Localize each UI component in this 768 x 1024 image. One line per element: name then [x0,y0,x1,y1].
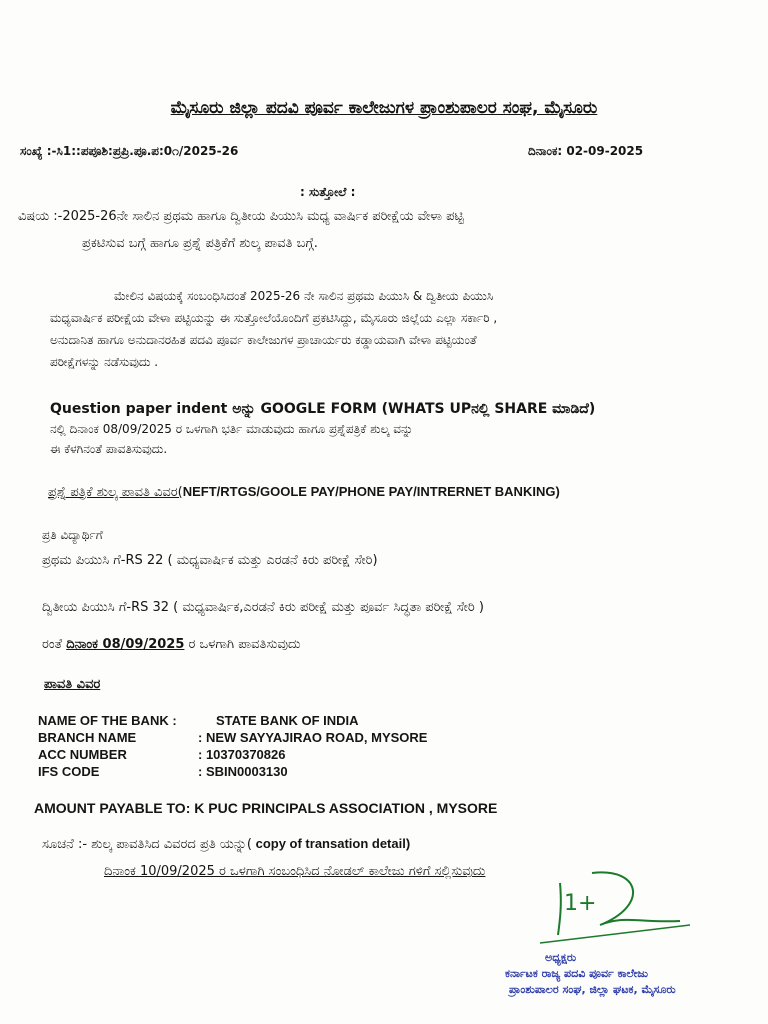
body-line: ಪರೀಕ್ಷೆಗಳನ್ನು ನಡೆಸುವುದು . [50,355,159,369]
submission-deadline: ದಿನಾಂಕ 10/09/2025 ರ ಒಳಗಾಗಿ ಸಂಬಂಧಿಸಿದ ನೋಡಲ್ ಕಾಲೇಜು ಗಳಿಗೆ ಸಲ್ಲಿಸುವುದು [104,864,486,879]
body-line: ಅನುದಾನಿತ ಹಾಗೂ ಅನುದಾನರಹಿತ ಪದವಿ ಪೂರ್ವ ಕಾಲೇಜುಗಳ ಪ್ರಾಚಾರ್ಯರು ಕಡ್ಡಾಯವಾಗಿ ವೇಳಾ ಪಟ್ಟಿಯಂತೆ [50,333,477,347]
stamp-line: ಪ್ರಾಂಶುಪಾಲರ ಸಂಘ, ಜಿಲ್ಲಾ ಘಟಕ, ಮೈಸೂರು [509,983,676,996]
fee-payment-modes [48,484,560,500]
signature-mark: 1+ [564,891,597,916]
first-puc-fee: ಪ್ರಥಮ ಪಿಯುಸಿ ಗೆ-RS 22 ( ಮಧ್ಯವಾರ್ಷಿಕ ಮತ್ತು ಎರಡನೆ ಕಿರು ಪರೀಕ್ಷೆ ಸೇರಿ) [42,553,378,568]
subject-line-2: ಪ್ರಕಟಿಸುವ ಬಗ್ಗೆ ಹಾಗೂ ಪ್ರಶ್ನೆ ಪತ್ರಿಕೆಗೆ ಶುಲ್ಕ ಪಾವತಿ ಬಗ್ಗೆ. [82,236,318,251]
body-line: ಮಧ್ಯವಾರ್ಷಿಕ ಪರೀಕ್ಷೆಯ ವೇಳಾ ಪಟ್ಟಿಯನ್ನು ಈ ಸುತ್ತೋಲೆಯೊಂದಿಗೆ ಪ್ರಕಟಿಸಿದ್ದು, ಮೈಸೂರು ಜಿಲ್ಲೆಯ ಎಲ್ಲಾ ಸರ್ಕಾರಿ , [50,311,498,325]
qp-line-3: ಈ ಕೆಳಗಿನಂತೆ ಪಾವತಿಸುವುದು. [50,442,168,456]
circular-page: ಮೈಸೂರು ಜಿಲ್ಲಾ ಪದವಿ ಪೂರ್ವ ಕಾಲೇಜುಗಳ ಪ್ರಾಂಶುಪಾಲರ ಸಂಘ, ಮೈಸೂರು ಸಂಖ್ಯೆ :-ಸಿ1::ಪಪೂಶಿ:ಪ್ರಪ್ರಿ.ಪೂ.ಪ:0೧/2025-26 ದಿನಾಂಕ: 02-09-2025 : ಸುತ್ತೋಲೆ : ವಿಷಯ :-2025-26ನೇ ಸಾಲಿನ ಪ್ರಥಮ ಹಾಗೂ ದ್ವಿತೀಯ ಪಿಯುಸಿ ಮಧ್ಯ ವಾರ್ಷಿಕ ಪರೀಕ್ಷೆಯ ವೇಳಾ ಪಟ್ಟಿ ಪ್ರಕಟಿಸುವ ಬಗ್ಗೆ ಹಾಗೂ ಪ್ರಶ್ನೆ ಪತ್ರಿಕೆಗೆ ಶುಲ್ಕ ಪಾವತಿ ಬಗ್ಗೆ. ಮೇಲಿನ ವಿಷಯಕ್ಕೆ ಸಂಬಂಧಿಸಿದಂತೆ 2025-26 ನೇ ಸಾಲಿನ ಪ್ರಥಮ ಪಿಯುಸಿ & ದ್ವಿತೀಯ ಪಿಯುಸಿ ಮಧ್ಯವಾರ್ಷಿಕ ಪರೀಕ್ಷೆಯ ವೇಳಾ ಪಟ್ಟಿಯನ್ನು ಈ ಸುತ್ತೋಲೆಯೊಂದಿಗೆ ಪ್ರಕಟಿಸಿದ್ದು, ಮೈಸೂರು ಜಿಲ್ಲೆಯ ಎಲ್ಲಾ ಸರ್ಕಾರಿ , ಅನುದಾನಿತ ಹಾಗೂ ಅನುದಾನರಹಿತ ಪದವಿ ಪೂರ್ವ ಕಾಲೇಜುಗಳ ಪ್ರಾಚಾರ್ಯರು ಕಡ್ಡಾಯವಾಗಿ ವೇಳಾ ಪಟ್ಟಿಯಂತೆ ಪರೀಕ್ಷೆಗಳನ್ನು ನಡೆಸುವುದು . Question paper indent ಅನ್ನು GOOGLE FORM (WHATS UPನಲ್ಲಿ SHARE ಮಾಡಿದೆ) ನಲ್ಲಿ ದಿನಾಂಕ 08/09/2025 ರ ಒಳಗಾಗಿ ಭರ್ತಿ ಮಾಡುವುದು ಹಾಗೂ ಪ್ರಶ್ನೆಪತ್ರಿಕೆ ಶುಲ್ಕ ವನ್ನು ಈ ಕೆಳಗಿನಂತೆ ಪಾವತಿಸುವುದು. ಪ್ರಶ್ನೆ ಪತ್ರಿಕೆ ಶುಲ್ಕ ಪಾವತಿ ವಿವರ(NEFT/RTGS/GOOLE PAY/PHONE PAY/INTRERNET BANKING) ಪ್ರತಿ ವಿದ್ಯಾರ್ಥಿಗೆ ಪ್ರಥಮ ಪಿಯುಸಿ ಗೆ-RS 22 ( ಮಧ್ಯವಾರ್ಷಿಕ ಮತ್ತು ಎರಡನೆ ಕಿರು ಪರೀಕ್ಷೆ ಸೇರಿ) ದ್ವಿತೀಯ ಪಿಯುಸಿ ಗೆ-RS 32 ( ಮಧ್ಯವಾರ್ಷಿಕ,ಎರಡನೆ ಕಿರು ಪರೀಕ್ಷೆ ಮತ್ತು ಪೂರ್ವ ಸಿದ್ಧತಾ ಪರೀಕ್ಷೆ ಸೇರಿ ) ರಂತೆ ದಿನಾಂಕ 08/09/2025 ರ ಒಳಗಾಗಿ ಪಾವತಿಸುವುದು ಪಾವತಿ ವಿವರ NAME OF THE BANK : STATE BANK OF INDIA BRANCH NAME : NEW SAYYAJIRAO ROAD, MYSORE ACC NUMBER : 10370370826 IFS CODE : SBIN0003130 AMOUNT PAYABLE TO: K PUC PRINCIPALS ASSOCIATION , MYSORE ಸೂಚನೆ :- ಶುಲ್ಕ ಪಾವತಿಸಿದ ವಿವರದ ಪ್ರತಿ ಯನ್ನು( copy of transation detail) ದಿನಾಂಕ 10/09/2025 ರ ಒಳಗಾಗಿ ಸಂಬಂಧಿಸಿದ ನೋಡಲ್ ಕಾಲೇಜು ಗಳಿಗೆ ಸಲ್ಲಿಸುವುದು 1+ ಅಧ್ಯಕ್ಷರು ಕರ್ನಾಟಕ ರಾಜ್ಯ ಪದವಿ ಪೂರ್ವ ಕಾಲೇಜು ಪ್ರಾಂಶುಪಾಲರ ಸಂಘ, ಜಿಲ್ಲಾ ಘಟಕ, ಮೈಸೂರು [0,0,768,1024]
reference-number: ಸಂಖ್ಯೆ :-ಸಿ1::ಪಪೂಶಿ:ಪ್ರಪ್ರಿ.ಪೂ.ಪ:0೧/2025-26 [20,144,239,158]
stamp-line: ಕರ್ನಾಟಕ ರಾಜ್ಯ ಪದವಿ ಪೂರ್ವ ಕಾಲೇಜು [505,967,649,980]
subject-line-1: ವಿಷಯ :-2025-26ನೇ ಸಾಲಿನ ಪ್ರಥಮ ಹಾಗೂ ದ್ವಿತೀಯ ಪಿಯುಸಿ ಮಧ್ಯ ವಾರ್ಷಿಕ ಪರೀಕ್ಷೆಯ ವೇಳಾ ಪಟ್ಟಿ [18,209,464,224]
letter-date: ದಿನಾಂಕ: 02-09-2025 [528,144,644,158]
deadline-date: ದಿನಾಂಕ 08/09/2025 [66,637,185,652]
association-title: ಮೈಸೂರು ಜಿಲ್ಲಾ ಪದವಿ ಪೂರ್ವ ಕಾಲೇಜುಗಳ ಪ್ರಾಂಶುಪಾಲರ ಸಂಘ, ಮೈಸೂರು [170,98,598,118]
qp-line-1: Question paper indent ಅನ್ನು GOOGLE FORM (WHATS UPನಲ್ಲಿ SHARE ಮಾಡಿದೆ) [50,401,596,417]
second-puc-fee: ದ್ವಿತೀಯ ಪಿಯುಸಿ ಗೆ-RS 32 ( ಮಧ್ಯವಾರ್ಷಿಕ,ಎರಡನೆ ಕಿರು ಪರೀಕ್ಷೆ ಮತ್ತು ಪೂರ್ವ ಸಿದ್ಧತಾ ಪರೀಕ್ಷೆ ಸೇರಿ ) [42,600,484,615]
qp-line-2: ನಲ್ಲಿ ದಿನಾಂಕ 08/09/2025 ರ ಒಳಗಾಗಿ ಭರ್ತಿ ಮಾಡುವುದು ಹಾಗೂ ಪ್ರಶ್ನೆಪತ್ರಿಕೆ ಶುಲ್ಕ ವನ್ನು [50,422,414,436]
per-student-label: ಪ್ರತಿ ವಿದ್ಯಾರ್ಥಿಗೆ [42,528,103,542]
body-line: ಮೇಲಿನ ವಿಷಯಕ್ಕೆ ಸಂಬಂಧಿಸಿದಂತೆ 2025-26 ನೇ ಸಾಲಿನ ಪ್ರಥಮ ಪಿಯುಸಿ & ದ್ವಿತೀಯ ಪಿಯುಸಿ [114,289,494,303]
signature-icon [530,865,710,945]
payment-deadline: ರಂತೆ ದಿನಾಂಕ 08/09/2025 ರ ಒಳಗಾಗಿ ಪಾವತಿಸುವುದು [42,637,301,652]
circular-heading: : ಸುತ್ತೋಲೆ : [300,185,356,199]
question-paper-instructions [50,399,595,459]
fee-label: ಪ್ರಶ್ನೆ ಪತ್ರಿಕೆ ಶುಲ್ಕ ಪಾವತಿ ವಿವರ( [48,485,183,500]
amount-payable: AMOUNT PAYABLE TO: K PUC PRINCIPALS ASSOCIATION , MYSORE [34,800,498,816]
body-paragraph [50,285,740,373]
stamp-title: ಅಧ್ಯಕ್ಷರು [545,951,577,964]
official-stamp [505,950,676,998]
payment-details-heading: ಪಾವತಿ ವಿವರ [44,677,101,692]
payment-modes: NEFT/RTGS/GOOLE PAY/PHONE PAY/INTRERNET BANKING) [182,484,560,499]
note-line: ಸೂಚನೆ :- ಶುಲ್ಕ ಪಾವತಿಸಿದ ವಿವರದ ಪ್ರತಿ ಯನ್ನು( copy of transation detail) [42,836,411,852]
